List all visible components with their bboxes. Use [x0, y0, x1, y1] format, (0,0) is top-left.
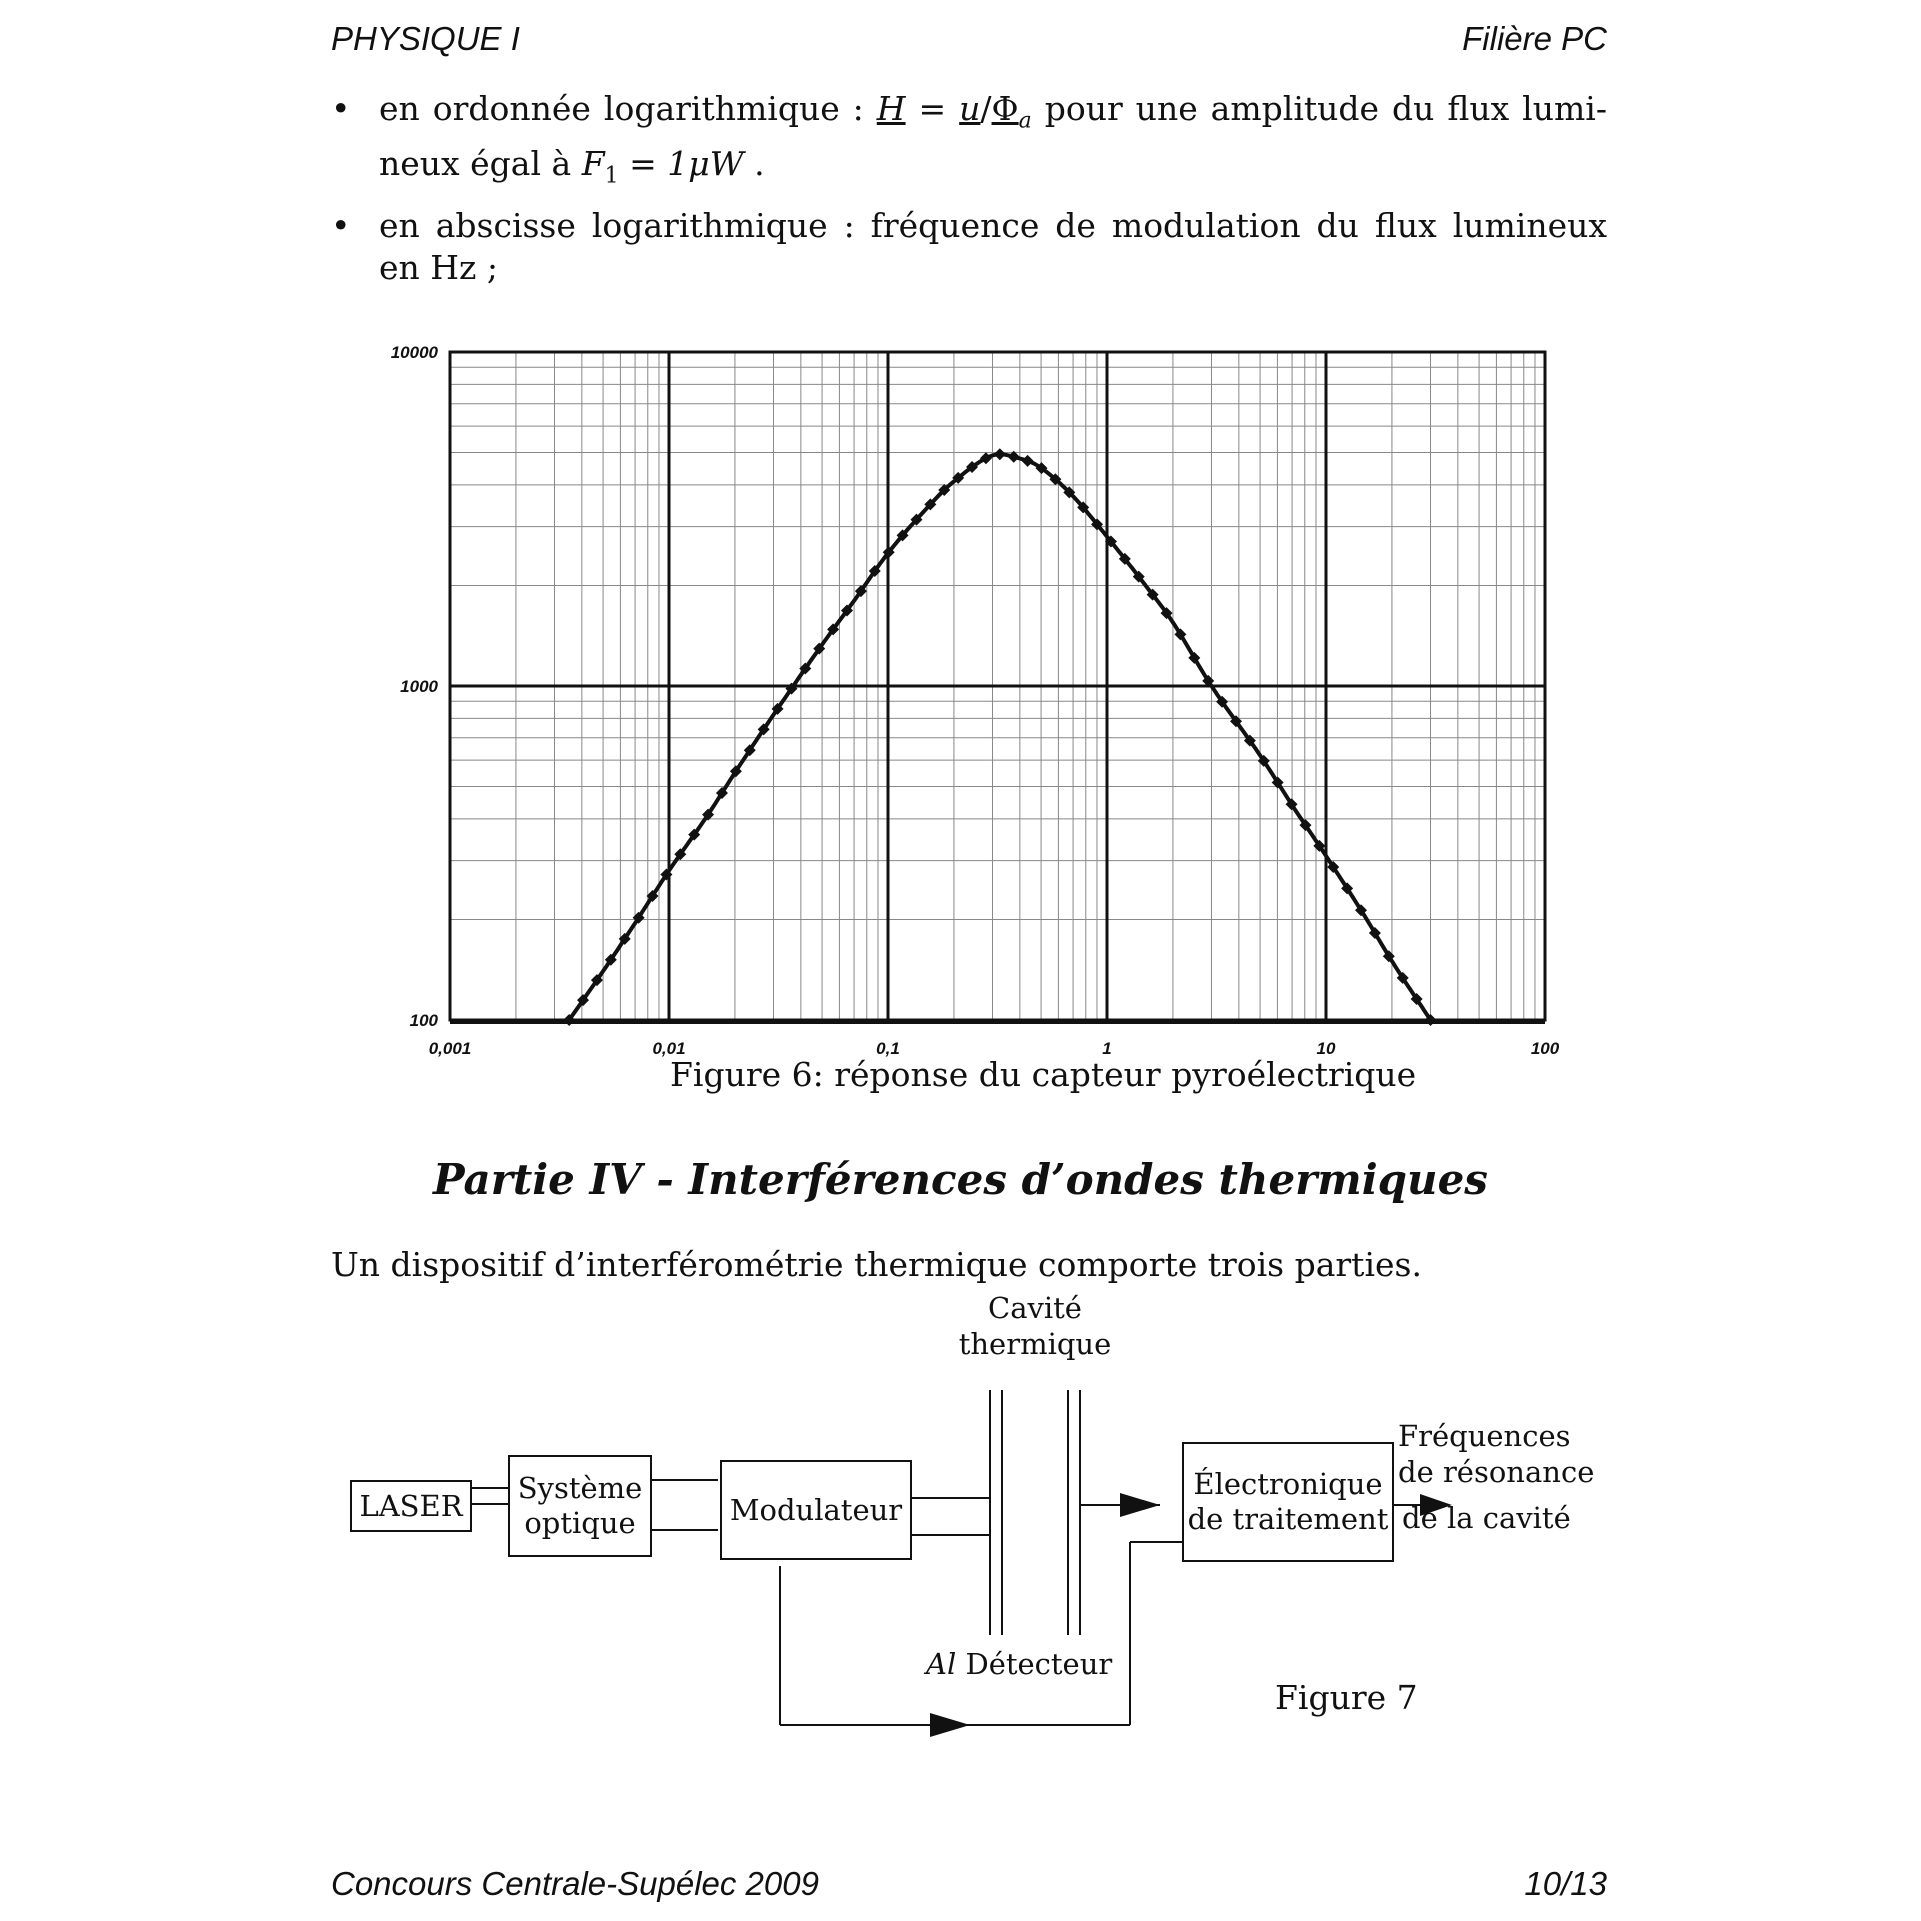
math-u: u	[959, 89, 981, 128]
optical-system-box	[508, 1455, 652, 1557]
processing-electronics-box	[1182, 1442, 1394, 1562]
math-eq-2: =	[629, 143, 657, 183]
x-tick-label: 0,01	[652, 1039, 686, 1058]
laser-label: LASER	[359, 1488, 463, 1523]
modulator-label: Modulateur	[729, 1492, 903, 1527]
optical-system-label-1: Système	[517, 1471, 643, 1505]
header-track: Filière PC	[1462, 20, 1607, 57]
figure-7-caption: Figure 7	[1275, 1678, 1418, 1717]
modulator-box	[720, 1460, 912, 1560]
electronics-label-1: Électronique	[1193, 1467, 1383, 1501]
y-tick-label: 10000	[390, 343, 438, 362]
resonance-label	[1398, 1418, 1594, 1536]
bullet-dot: •	[331, 89, 351, 128]
bullet-abscissa	[331, 205, 1607, 289]
bullet-dot: •	[331, 206, 351, 246]
resonance-label-3: de la cavité	[1402, 1501, 1571, 1535]
x-tick-label: 1	[1102, 1039, 1112, 1058]
bullet-list	[331, 88, 1607, 297]
x-tick-label: 10	[1316, 1039, 1336, 1058]
response-curve	[569, 454, 1430, 1020]
cavity-label-2: thermique	[958, 1327, 1112, 1361]
cavity-label-1: Cavité	[988, 1291, 1082, 1325]
footer-contest: Concours Centrale-Supélec 2009	[331, 1865, 819, 1902]
data-point-marker	[994, 448, 1006, 460]
y-tick-label: 1000	[400, 677, 438, 696]
math-phi-sub: a	[1018, 108, 1032, 134]
math-F-sub: 1	[604, 163, 619, 189]
math-phi: Φ	[991, 89, 1019, 128]
resonance-label-1: Fréquences	[1398, 1419, 1571, 1453]
header-subject: PHYSIQUE I	[331, 20, 520, 57]
math-slash: /	[980, 89, 992, 128]
bullet-text-2: pour une amplitude du flux lumi-neux égal à	[379, 89, 1607, 183]
bullet-text: en abscisse logarithmique : fréquence de modulation du flux lumineux en Hz ;	[379, 206, 1607, 288]
resonance-label-2: de résonance	[1398, 1455, 1595, 1489]
section-title: Partie IV - Interférences d’ondes thermiques	[433, 1155, 1488, 1204]
figure-7-diagram	[340, 1290, 1640, 1770]
x-tick-label: 100	[1530, 1039, 1560, 1058]
y-tick-label: 100	[409, 1011, 438, 1030]
bullet-ordinate	[331, 88, 1607, 197]
data-point-marker	[1022, 455, 1034, 467]
laser-box	[350, 1480, 472, 1532]
bullet-end: .	[754, 143, 765, 183]
electronics-label-2: de traitement	[1187, 1502, 1389, 1536]
bullet-text: en ordonnée logarithmique :	[379, 89, 864, 128]
al-detector-label	[926, 1646, 1112, 1682]
aluminium-label: Al	[926, 1647, 957, 1681]
x-tick-label: 0,001	[428, 1039, 472, 1058]
optical-system-label-2: optique	[524, 1506, 636, 1540]
detector-label: Détecteur	[965, 1647, 1113, 1681]
intro-paragraph: Un dispositif d’interférométrie thermique comporte trois parties.	[331, 1245, 1422, 1284]
math-H: H	[876, 89, 906, 128]
math-F: F	[581, 143, 605, 183]
figure-6-chart	[360, 330, 1560, 1070]
cavity-label	[950, 1290, 1120, 1362]
x-tick-label: 0,1	[876, 1039, 900, 1058]
footer-page-number: 10/13	[1524, 1865, 1607, 1902]
math-value: 1μW	[667, 143, 744, 183]
figure-6-caption: Figure 6: réponse du capteur pyroélectrique	[670, 1055, 1417, 1094]
math-eq: =	[918, 89, 947, 128]
